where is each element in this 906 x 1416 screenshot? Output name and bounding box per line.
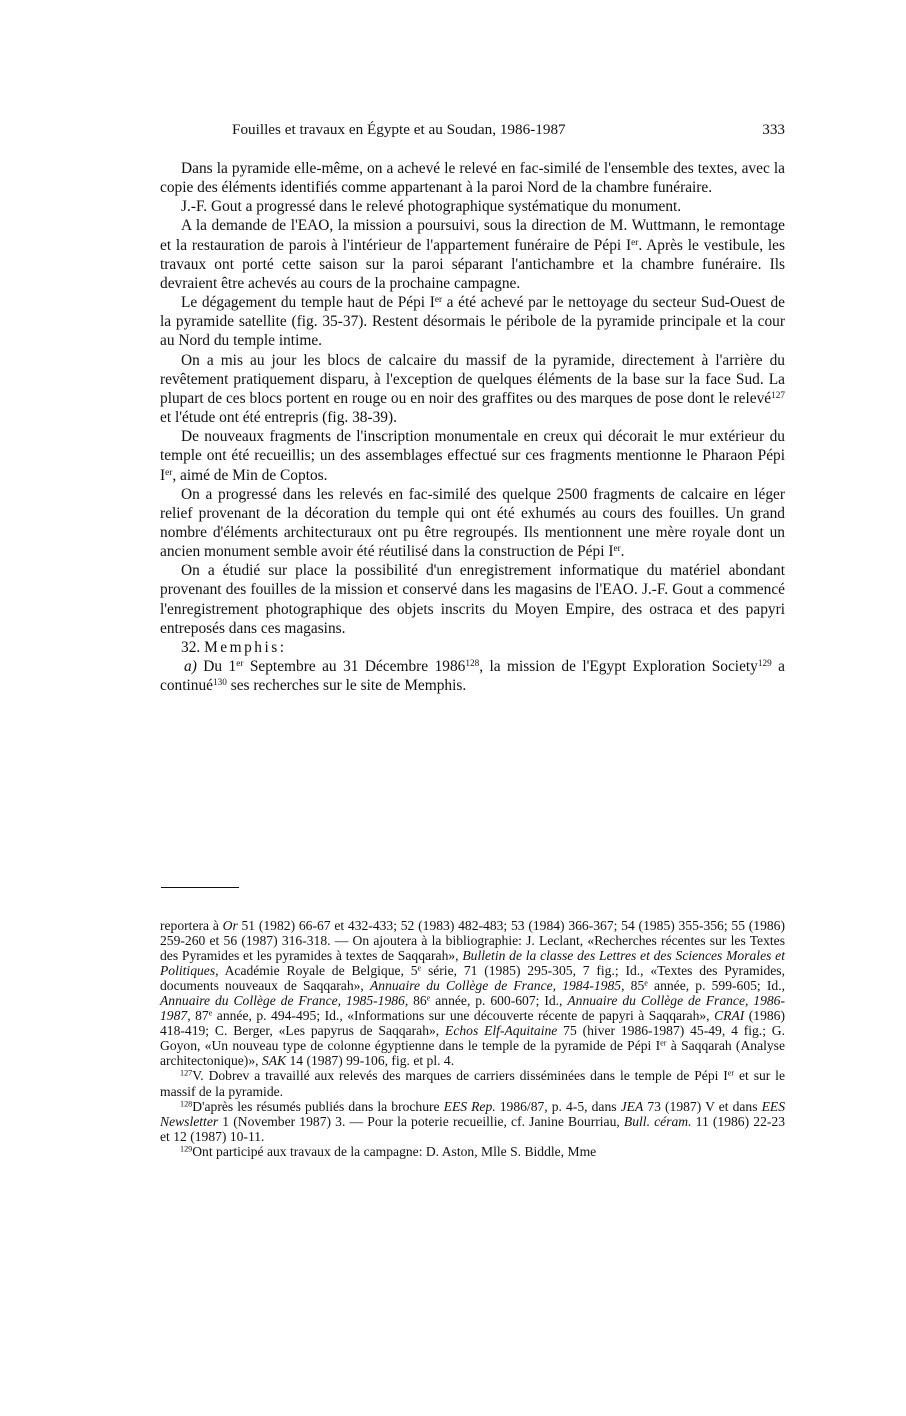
note-text: , 85 xyxy=(621,978,645,994)
running-title: Fouilles et travaux en Égypte et au Soudan, 1986-1987 xyxy=(232,121,566,138)
note-text: , 86 xyxy=(404,993,427,1009)
running-header xyxy=(160,121,785,141)
paragraph-text: De nouveaux fragments de l'inscription monumentale en creux qui décorait le mur extérieur du temple ont été recueillis; un des assemblages effectué sur ces fragments mentionne le Pharaon Pépi I xyxy=(160,428,785,484)
note-text: reportera à xyxy=(160,918,223,933)
superscript: er xyxy=(631,236,639,247)
note-italic: Annuaire du Collège de France, 1985-1986 xyxy=(160,993,405,1009)
note-text: Ont participé aux travaux de la campagne: D. Aston, Mlle S. Biddle, Mme xyxy=(192,1143,597,1159)
superscript: er xyxy=(727,1068,735,1078)
superscript: er xyxy=(236,657,244,668)
note-italic: SAK xyxy=(261,1053,287,1069)
section-heading xyxy=(160,638,785,657)
paragraph xyxy=(160,216,785,293)
note-text: à Saqqarah (Analyse architectonique)», xyxy=(160,1038,785,1069)
section-number: 32. xyxy=(181,638,201,656)
paragraph-text: On a mis au jour les blocs de calcaire du massif de la pyramide, directement à l'arrière du revêtement pratiquement disparu, à l'exception de quelques éléments de la base sur la face Sud. La plupart de ces blocs portent en rouge ou en noir des graffites ou des marques de pose dont le relevé xyxy=(160,351,785,407)
note-italic: Bull. céram. xyxy=(623,1113,692,1129)
paragraph xyxy=(160,197,785,216)
footnote-number: 129 xyxy=(180,1144,193,1154)
note-text: 14 (1987) 99-106, fig. et pl. 4. xyxy=(286,1053,455,1069)
note-text: 1 (November 1987) 3. — Pour la poterie recueillie, cf. Janine Bourriau, xyxy=(218,1113,624,1129)
superscript: e xyxy=(644,978,648,988)
note-text: année, p. 600-607; Id., xyxy=(430,993,568,1009)
note-text: 73 (1987) V et dans xyxy=(643,1098,762,1114)
paragraph-text: et l'étude ont été entrepris (fig. 38-39). xyxy=(160,409,397,427)
note-text: 75 (hiver 1986-1987) 45-49, 4 fig.; G. Goyon, «Un nouveau type de colonne égyptienne dans le temple de la pyramide de Pépi I xyxy=(160,1023,786,1054)
superscript: e xyxy=(426,993,431,1003)
section-title: Memphis: xyxy=(204,638,287,656)
note-italic: EES Newsletter xyxy=(160,1098,785,1129)
footnote-ref: 130 xyxy=(213,677,227,688)
superscript: e xyxy=(417,963,422,973)
note-text: , Académie Royale de Belgique, 5 xyxy=(215,963,418,979)
paragraph-text: , aimé de Min de Coptos. xyxy=(172,466,328,484)
paragraph-text: . Après le vestibule, les travaux ont porté cette saison sur la paroi séparant l'antichambre et la chambre funéraire. Ils devraient être achevés au cours de la prochaine campagne. xyxy=(160,236,785,292)
superscript: e xyxy=(208,1008,213,1018)
footnote-ref: 127 xyxy=(771,389,785,400)
footnote-ref: 128 xyxy=(465,657,480,668)
note-text: 11 (1986) 22-23 et 12 (1987) 10-11. xyxy=(160,1113,785,1144)
paragraph-text: a été achevé par le nettoyage du secteur Sud-Ouest de la pyramide satellite (fig. 35-37). Restent désormais le péribole de la pyramide principale et la cour au Nord du temple intime. xyxy=(160,294,785,350)
note-text: V. Dobrev a travaillé aux relevés des marques de carriers disséminées dans le temple de Pépi I xyxy=(192,1068,728,1084)
paragraph-text: On a progressé dans les relevés en fac-similé des quelque 2500 fragments de calcaire en léger relief provenant de la décoration du temple qui ont été exhumés au cours des fouilles. Un grand nombre d'éléments architecturaux ont pu être regroupés. Ils mentionnent une mère royale dont un ancien monument semble avoir été réutilisé dans la construction de Pépi I xyxy=(160,485,785,561)
note-italic: Annuaire du Collège de France, 1984-1985 xyxy=(369,978,622,994)
footnote-ref: 129 xyxy=(757,657,772,668)
note-text: année, p. 599-605; Id., xyxy=(647,978,785,994)
paragraph-text: J.-F. Gout a progressé dans le relevé photographique systématique du monument. xyxy=(181,198,682,216)
page-number: 333 xyxy=(762,121,785,138)
superscript: er xyxy=(165,466,173,477)
item-label: a) xyxy=(184,658,197,676)
paragraph xyxy=(160,561,785,638)
footnote-128 xyxy=(160,1099,785,1144)
footnote-number: 128 xyxy=(180,1099,193,1109)
paragraph-text: On a étudié sur place la possibilité d'un enregistrement informatique du matériel abondant provenant des fouilles de la mission et conservé dans les magasins de l'EAO. J.-F. Gout a commencé l'enregistrement photographique des objets inscrits du Moyen Empire, des ostraca et des papyri entreposés dans ces magasins. xyxy=(160,562,785,637)
superscript: er xyxy=(660,1038,667,1048)
paragraph-text: Du 1 xyxy=(196,658,237,676)
footnote-continuation xyxy=(160,918,785,1068)
note-italic: Or xyxy=(222,918,238,933)
paragraph-text: ses recherches sur le site de Memphis. xyxy=(226,677,467,695)
main-text xyxy=(160,159,785,695)
note-text: D'après les résumés publiés dans la brochure xyxy=(192,1098,444,1114)
note-text: (1986) 418-419; C. Berger, «Les papyrus de Saqqarah», xyxy=(160,1008,786,1039)
note-italic: Annuaire du Collège de France, 1986-1987 xyxy=(160,993,785,1024)
paragraph xyxy=(160,159,785,197)
paragraph xyxy=(160,351,785,428)
note-text: série, 71 (1985) 295-305, 7 fig.; Id., «Textes des Pyramides, documents nouveaux de Saqqarah», xyxy=(160,963,785,994)
superscript: er xyxy=(613,543,621,554)
paragraph-text: Dans la pyramide elle-même, on a achevé le relevé en fac-similé de l'ensemble des textes, avec la copie des éléments identifiés comme appartenant à la paroi Nord de la chambre funéraire. xyxy=(160,160,785,197)
note-text: 1986/87, p. 4-5, dans xyxy=(495,1098,621,1114)
paragraph-text: , la mission de l'Egypt Exploration Society xyxy=(479,658,758,676)
paragraph xyxy=(160,293,785,350)
footnote-129 xyxy=(160,1144,785,1159)
paragraph-text: a continué xyxy=(160,658,786,695)
superscript: er xyxy=(434,294,443,305)
footnote-127 xyxy=(160,1068,785,1098)
note-text: 51 (1982) 66-67 et 432-433; 52 (1983) 482-483; 53 (1984) 366-367; 54 (1985) 355-356; 55 (1986) 259-260 et 56 (1987) 316-318. — On ajoutera à la bibliographie: J. Leclant, «Recherches récentes sur les Textes des Pyramides et les pyramides à textes de Saqqarah», xyxy=(160,918,785,964)
note-italic: Echos Elf-Aquitaine xyxy=(445,1023,558,1039)
note-text: année, p. 494-495; Id., «Informations sur une découverte récente de papyri à Saqqarah», xyxy=(212,1008,715,1024)
paragraph-text: A la demande de l'EAO, la mission a poursuivi, sous la direction de M. Wuttmann, le remontage et la restauration de parois à l'intérieur de l'appartement funéraire de Pépi I xyxy=(160,217,785,254)
note-text: , 87 xyxy=(187,1008,209,1024)
paragraph-text: Septembre au 31 Décembre 1986 xyxy=(243,658,466,676)
note-italic: Bulletin de la classe des Lettres et des Sciences Morales et Politiques xyxy=(160,948,785,979)
paragraph-text: Le dégagement du temple haut de Pépi I xyxy=(181,294,435,312)
note-italic: CRAI xyxy=(714,1008,745,1024)
note-italic: EES Rep. xyxy=(443,1098,496,1114)
paragraph xyxy=(160,485,785,562)
footnote-divider xyxy=(161,887,239,888)
paragraph-text: . xyxy=(620,543,625,561)
footnote-number: 127 xyxy=(180,1068,193,1078)
note-text: et sur le massif de la pyramide. xyxy=(160,1068,785,1099)
note-italic: JEA xyxy=(620,1098,644,1114)
footnotes xyxy=(160,918,785,1159)
paragraph xyxy=(160,657,785,695)
paragraph xyxy=(160,427,785,484)
